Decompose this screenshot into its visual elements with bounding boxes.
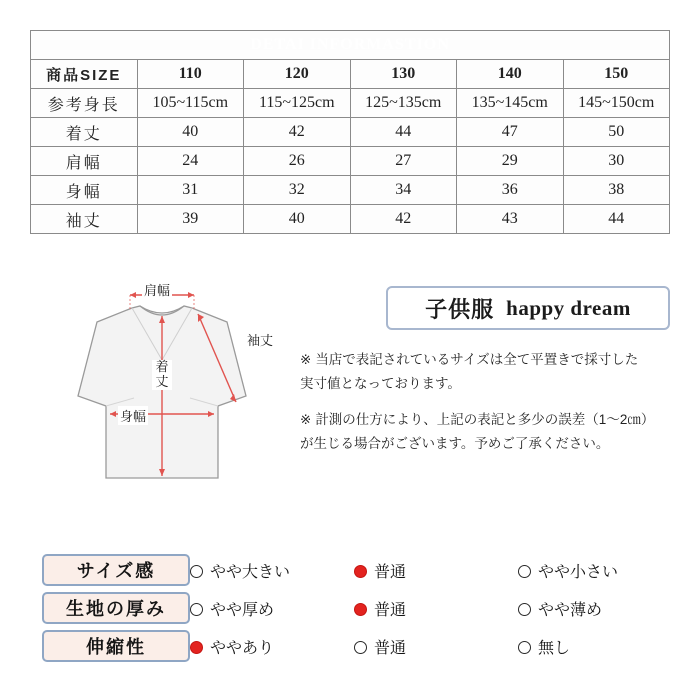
row-label: 肩幅 xyxy=(31,147,138,176)
radio-icon[interactable] xyxy=(190,603,203,616)
column-header-150: 150 xyxy=(563,60,670,89)
table-header-row xyxy=(31,60,670,89)
option-label: 生地の厚み xyxy=(42,592,190,624)
table-cell: 42 xyxy=(350,205,457,234)
table-cell: 145~150cm xyxy=(563,89,670,118)
table-cell: 24 xyxy=(137,147,244,176)
table-cell: 115~125cm xyxy=(244,89,351,118)
table-cell: 42 xyxy=(244,118,351,147)
radio-icon[interactable] xyxy=(518,603,531,616)
garment-measurement-diagram xyxy=(22,283,342,496)
option-label: サイズ感 xyxy=(42,554,190,586)
option-choice[interactable] xyxy=(190,630,354,662)
table-cell: 30 xyxy=(563,147,670,176)
option-choice-label: 普通 xyxy=(374,639,407,657)
radio-icon[interactable] xyxy=(354,641,367,654)
column-header-110: 110 xyxy=(137,60,244,89)
option-choice-label: 普通 xyxy=(374,563,407,581)
column-header-size-label: 商品SIZE xyxy=(31,60,138,89)
table-title: DETAI INFORMASTION xyxy=(31,31,670,60)
table-row xyxy=(31,118,670,147)
table-cell: 40 xyxy=(244,205,351,234)
table-cell: 47 xyxy=(457,118,564,147)
diagram-label-shoulder: 肩幅 xyxy=(142,280,172,299)
column-header-130: 130 xyxy=(350,60,457,89)
table-cell: 29 xyxy=(457,147,564,176)
note-line: 当店で表記されているサイズは全て平置きで採寸した xyxy=(315,352,639,367)
option-choice[interactable] xyxy=(518,630,682,662)
table-row xyxy=(31,89,670,118)
brand-label-jp: 子供服 xyxy=(425,296,495,322)
radio-icon-selected[interactable] xyxy=(354,603,367,616)
option-choice[interactable] xyxy=(354,554,518,586)
table-cell: 43 xyxy=(457,205,564,234)
option-choice[interactable] xyxy=(354,630,518,662)
table-row xyxy=(31,147,670,176)
option-row-thickness xyxy=(42,592,682,624)
table-cell: 125~135cm xyxy=(350,89,457,118)
table-cell: 40 xyxy=(137,118,244,147)
note-line: が生じる場合がございます。予めご了承ください。 xyxy=(300,435,610,451)
table-cell: 50 xyxy=(563,118,670,147)
radio-icon[interactable] xyxy=(518,565,531,578)
option-choice[interactable] xyxy=(190,592,354,624)
row-label: 身幅 xyxy=(31,176,138,205)
table-cell: 44 xyxy=(350,118,457,147)
brand-badge xyxy=(386,286,670,330)
note-tolerance xyxy=(300,408,690,455)
option-label: 伸縮性 xyxy=(42,630,190,662)
table-row xyxy=(31,176,670,205)
option-choice-label: やや大きい xyxy=(210,563,291,581)
measurement-section xyxy=(0,268,700,518)
option-row-stretch xyxy=(42,630,682,662)
column-header-140: 140 xyxy=(457,60,564,89)
column-header-120: 120 xyxy=(244,60,351,89)
radio-icon[interactable] xyxy=(190,565,203,578)
diagram-label-length: 着丈 xyxy=(152,360,172,390)
row-label: 参考身長 xyxy=(31,89,138,118)
option-choice[interactable] xyxy=(190,554,354,586)
option-choice-label: やや小さい xyxy=(538,563,619,581)
note-mark: ※ xyxy=(300,352,312,367)
option-choice[interactable] xyxy=(518,554,682,586)
option-choice-label: ややあり xyxy=(210,639,275,657)
size-information-table xyxy=(30,30,670,234)
table-cell: 105~115cm xyxy=(137,89,244,118)
brand-label-en: happy dream xyxy=(506,295,631,320)
radio-icon-selected[interactable] xyxy=(190,641,203,654)
option-choice-label: 普通 xyxy=(374,601,407,619)
table-cell: 39 xyxy=(137,205,244,234)
table-cell: 44 xyxy=(563,205,670,234)
table-cell: 36 xyxy=(457,176,564,205)
radio-icon-selected[interactable] xyxy=(354,565,367,578)
table-title-row xyxy=(31,31,670,60)
table-row xyxy=(31,205,670,234)
note-line: 実寸値となっております。 xyxy=(300,375,461,391)
table-cell: 32 xyxy=(244,176,351,205)
note-line: 計測の仕方により、上記の表記と多少の誤差（1～2㎝） xyxy=(315,412,655,427)
row-label: 着丈 xyxy=(31,118,138,147)
option-choice[interactable] xyxy=(354,592,518,624)
row-label: 袖丈 xyxy=(31,205,138,234)
option-choice-label: 無し xyxy=(538,639,571,657)
diagram-label-sleeve: 袖丈 xyxy=(246,330,274,349)
option-row-size xyxy=(42,554,682,586)
table-cell: 34 xyxy=(350,176,457,205)
option-table xyxy=(42,548,682,668)
note-measurement xyxy=(300,348,690,395)
table-cell: 27 xyxy=(350,147,457,176)
option-choice-label: やや薄め xyxy=(538,601,603,619)
size-table xyxy=(30,30,670,234)
product-feel-section xyxy=(0,548,700,668)
table-cell: 31 xyxy=(137,176,244,205)
table-cell: 26 xyxy=(244,147,351,176)
option-choice[interactable] xyxy=(518,592,682,624)
radio-icon[interactable] xyxy=(518,641,531,654)
option-choice-label: やや厚め xyxy=(210,601,275,619)
table-cell: 135~145cm xyxy=(457,89,564,118)
tshirt-diagram-icon xyxy=(22,286,342,496)
table-cell: 38 xyxy=(563,176,670,205)
note-mark: ※ xyxy=(300,412,312,427)
diagram-label-chest: 身幅 xyxy=(118,406,148,425)
